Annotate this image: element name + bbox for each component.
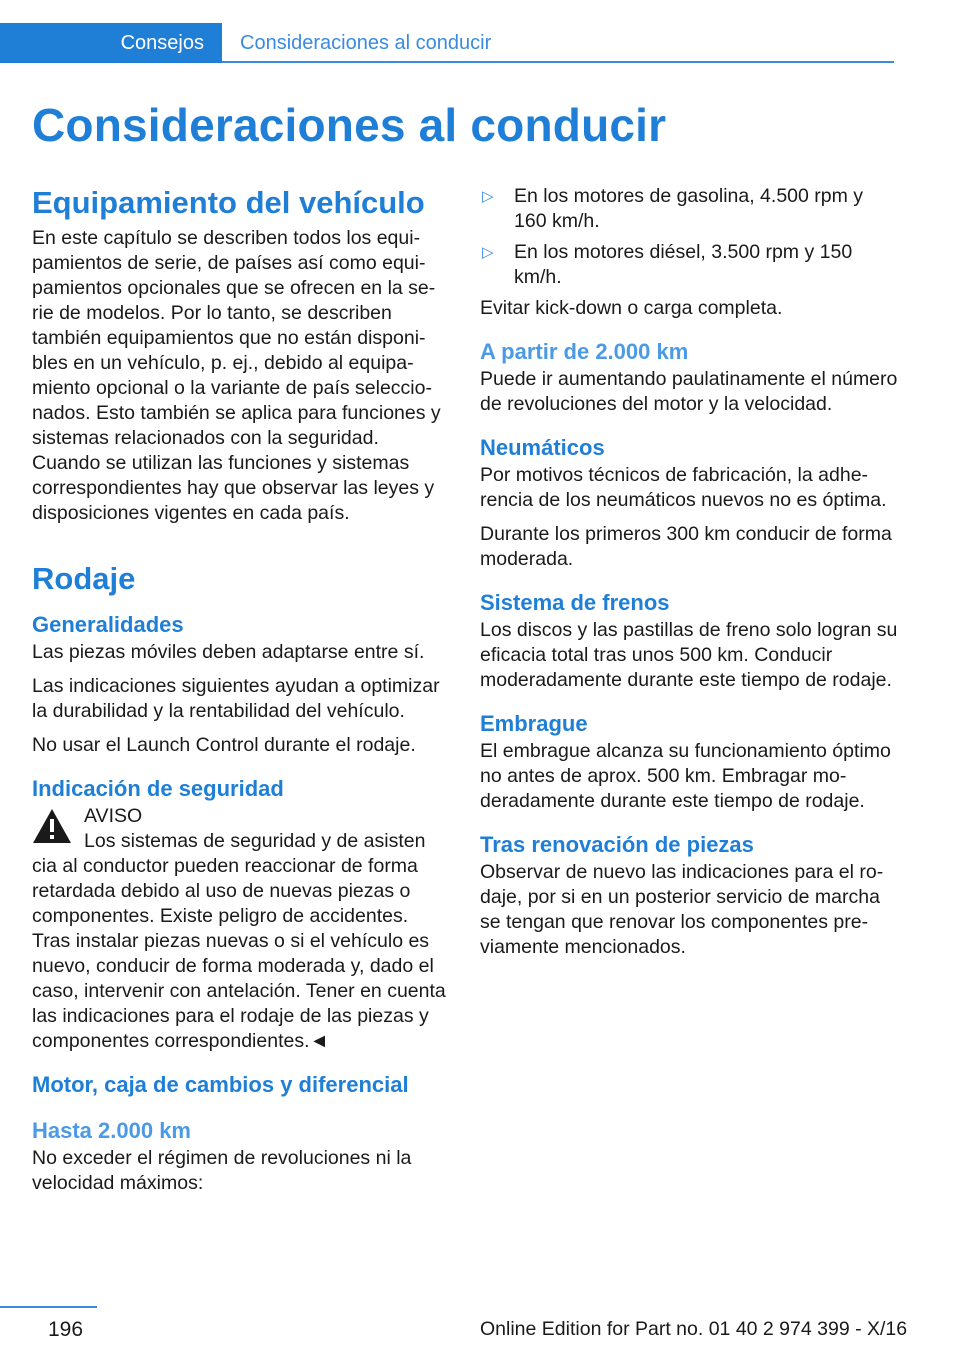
paragraph-equipamiento-2: Cuando se utilizan las funciones y sistemas correspondientes hay que observar las leyes y disposiciones vigentes en cada país. — [32, 452, 435, 524]
page-title: Consideraciones al conducir — [32, 99, 667, 151]
list-item — [480, 184, 898, 234]
paragraph-neumaticos-1: Por motivos técnicos de fabricación, la adherencia de los neumáticos nuevos no es óptima. — [480, 464, 887, 511]
speed-limits-list — [480, 184, 898, 290]
paragraph-generalidades-2: Las indicaciones siguientes ayudan a optimizar la durabilidad y la rentabilidad del vehículo. — [32, 675, 440, 722]
paragraph-kickdown: Evitar kick-down o carga completa. — [480, 297, 783, 319]
footer-divider — [0, 1306, 97, 1308]
heading-indicacion-seguridad: Indicación de seguridad — [32, 776, 284, 801]
edition-note: Online Edition for Part no. 01 40 2 974 399 - X/16 — [480, 1318, 908, 1340]
heading-sistema-frenos: Sistema de frenos — [480, 590, 670, 615]
paragraph-sistema-frenos: Los discos y las pastillas de freno solo logran su eficacia total tras unos 500 km. Conducir moderadamente durante este tiempo de rodaje. — [480, 619, 898, 691]
list-item — [480, 240, 898, 290]
chapter-tab[interactable] — [240, 23, 491, 63]
right-column — [480, 184, 898, 969]
bullet-triangle-icon: ▷ — [482, 244, 494, 261]
heading-generalidades: Generalidades — [32, 612, 184, 637]
paragraph-equipamiento-1: En este capítulo se describen todos los equipamientos de serie, de países así como equipamientos opcionales que se ofrecen en la serie de modelos. Por lo tanto, se describen también equipamientos que no están disponibles en un vehículo, p. ej., debido al equipamiento opcional o la variante de país seleccionados. Esto también se aplica para funciones y sistemas relacionados con la seguridad. — [32, 227, 441, 449]
heading-motor: Motor, caja de cambios y diferencial — [32, 1072, 409, 1097]
chapter-tab-label: Consideraciones al conducir — [240, 31, 492, 54]
paragraph-a-partir-2000: Puede ir aumentando paulatinamente el número de revoluciones del motor y la velocidad. — [480, 368, 898, 415]
paragraph-neumaticos-2: Durante los primeros 300 km conducir de forma moderada. — [480, 523, 892, 570]
heading-hasta-2000: Hasta 2.000 km — [32, 1118, 191, 1143]
paragraph-hasta-2000: No exceder el régimen de revoluciones ni la velocidad máximos: — [32, 1147, 412, 1194]
header-divider — [222, 61, 894, 63]
paragraph-generalidades-3: No usar el Launch Control durante el rodaje. — [32, 734, 416, 756]
warning-block — [32, 804, 448, 1054]
heading-rodaje: Rodaje — [32, 561, 136, 596]
page-number: 196 — [48, 1318, 84, 1341]
page-header — [0, 0, 960, 64]
warning-text: cia al conductor pueden reaccionar de forma retardada debido al uso de nuevas piezas o componentes. Existe peligro de accidentes. Tras instalar piezas nuevas o si el vehículo es nuevo, conducir de forma moderada y, dado el caso, intervenir con antelación. Tener en cuenta las indicaciones para el rodaje de las piezas y componentes correspondientes.◄ — [32, 855, 446, 1052]
warning-first-line: Los sistemas de seguridad y de asisten — [84, 830, 426, 852]
heading-embrague: Embrague — [480, 711, 588, 736]
section-tab-consejos[interactable] — [0, 23, 222, 63]
paragraph-embrague: El embrague alcanza su funcionamiento óptimo no antes de aprox. 500 km. Embragar moderadamente durante este tiempo de rodaje. — [480, 740, 891, 812]
bullet-triangle-icon: ▷ — [482, 188, 494, 205]
list-item-text: En los motores diésel, 3.500 rpm y 150 km/h. — [514, 241, 853, 288]
heading-a-partir-2000: A partir de 2.000 km — [480, 339, 689, 364]
heading-equipamiento: Equipamiento del vehículo — [32, 185, 425, 220]
warning-label: AVISO — [84, 805, 143, 827]
paragraph-generalidades-1: Las piezas móviles deben adaptarse entre sí. — [32, 641, 425, 663]
section-tab-label: Consejos — [120, 31, 204, 54]
left-column — [32, 184, 448, 1205]
heading-tras-renovacion: Tras renovación de piezas — [480, 832, 754, 857]
list-item-text: En los motores de gasolina, 4.500 rpm y 160 km/h. — [514, 185, 864, 232]
heading-neumaticos: Neumáticos — [480, 435, 605, 460]
warning-triangle-icon — [32, 808, 72, 844]
paragraph-tras-renovacion: Observar de nuevo las indicaciones para el rodaje, por si en un posterior servicio de marcha se tengan que renovar los componentes previamente mencionados. — [480, 861, 884, 958]
